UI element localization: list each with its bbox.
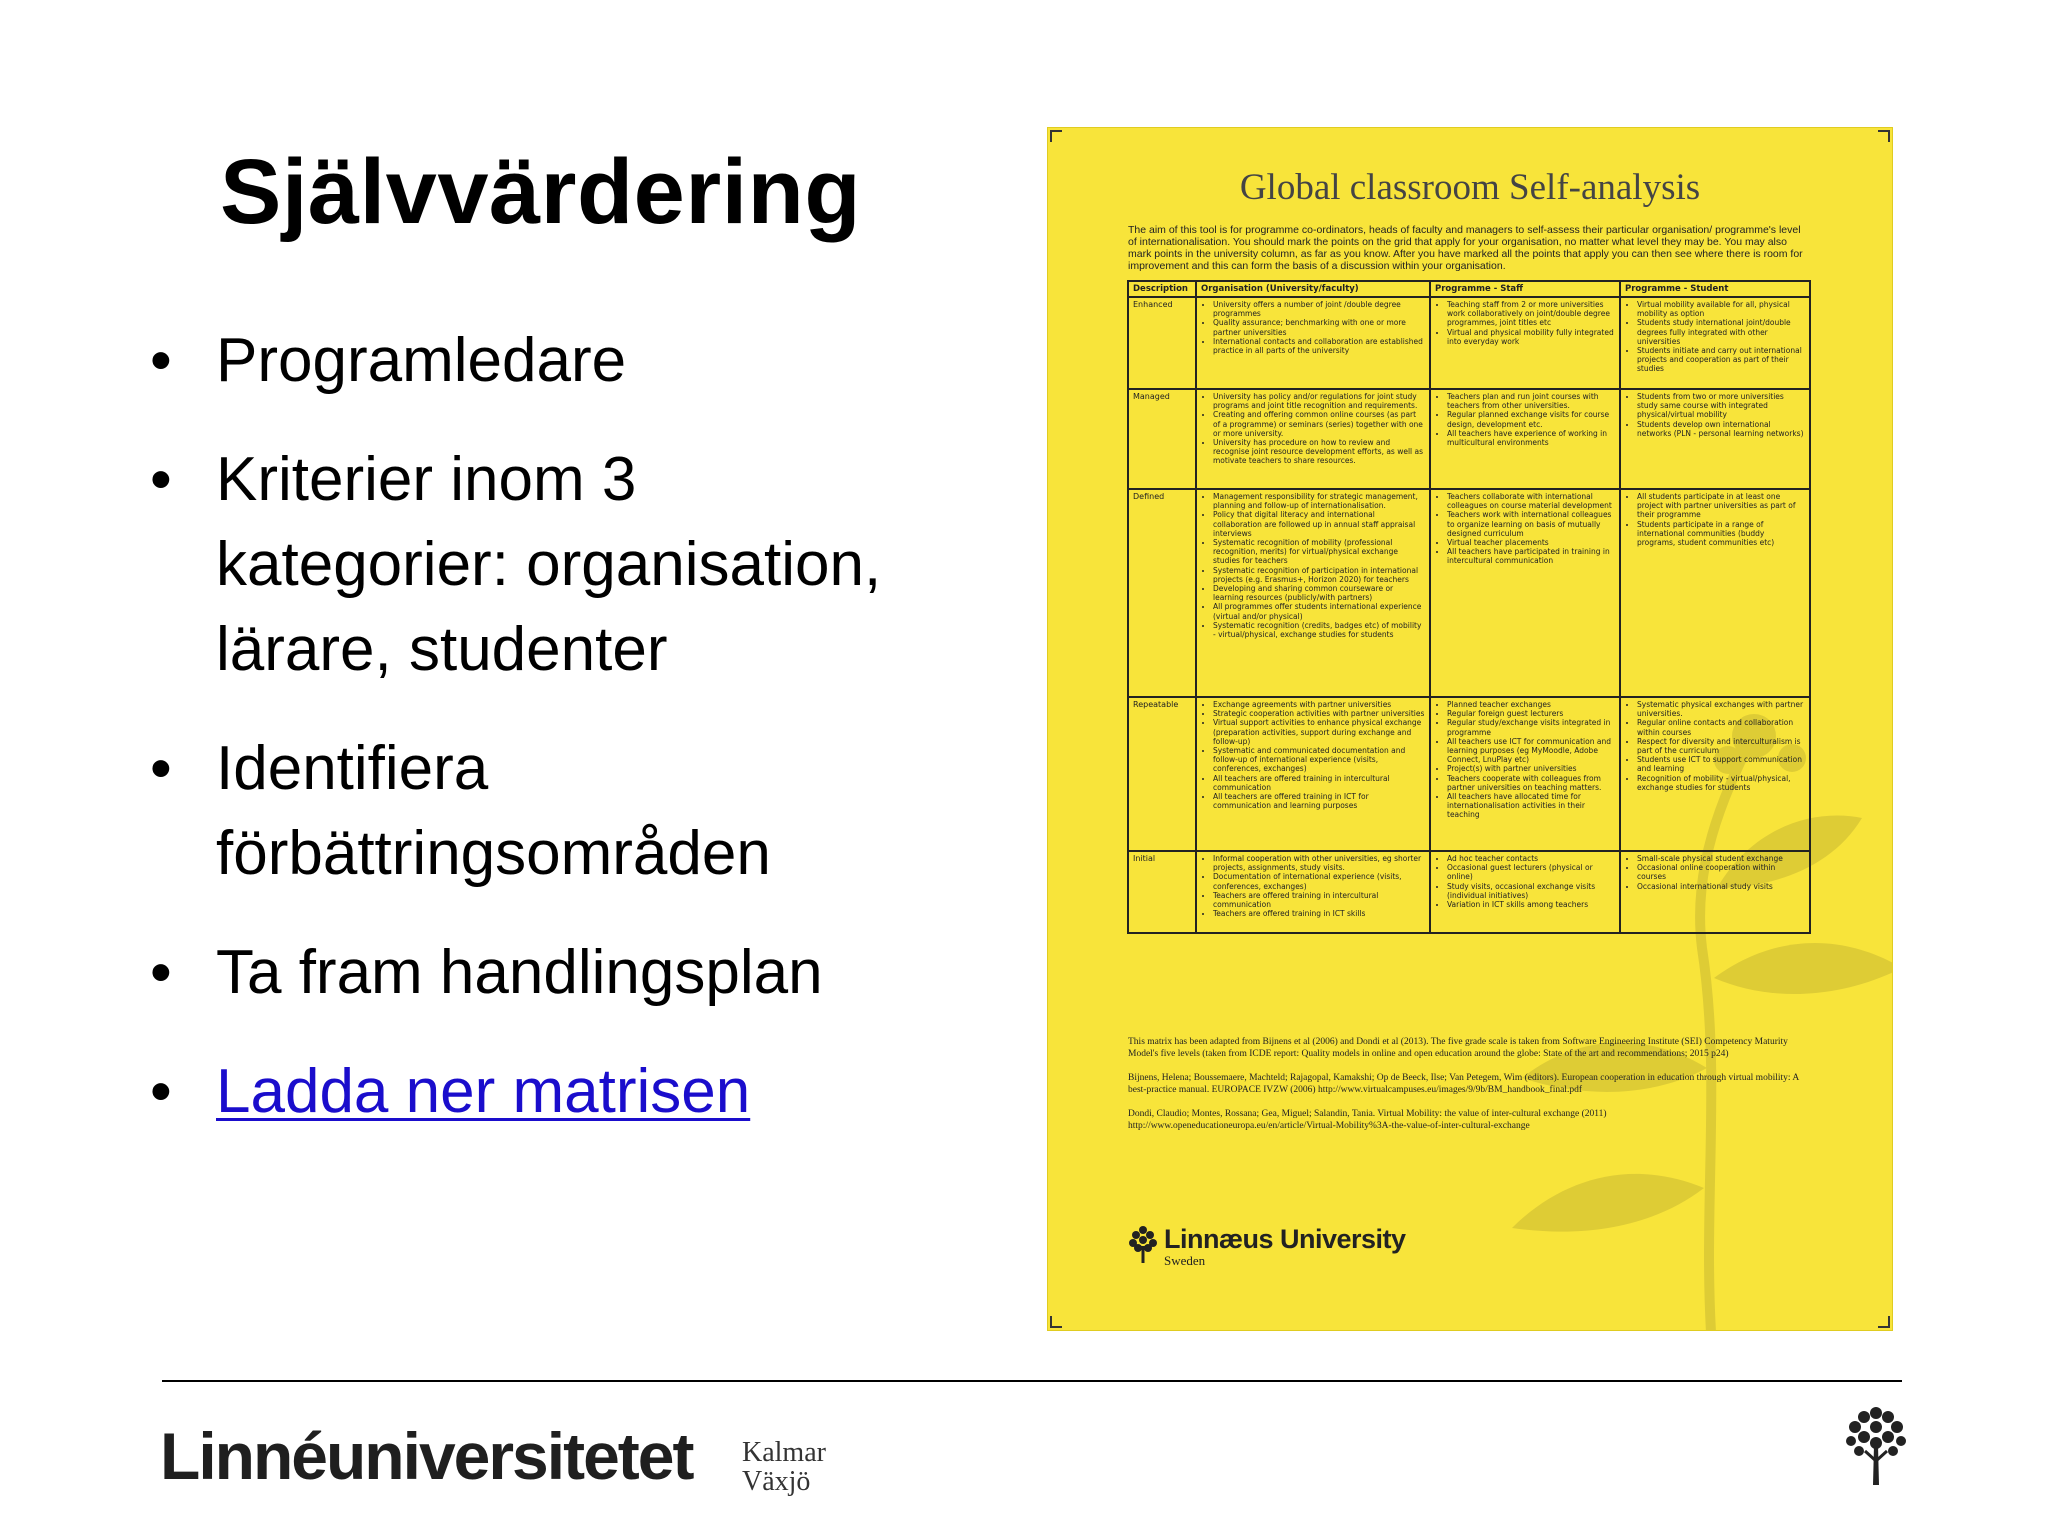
matrix-cell-organisation xyxy=(1196,297,1430,389)
matrix-criterion: • University has procedure on how to review and recognise joint resource development efforts, as well as motivate teachers to share resources. xyxy=(1213,438,1425,466)
matrix-row xyxy=(1128,389,1810,489)
footer-cities xyxy=(742,1438,826,1496)
crop-mark xyxy=(1878,130,1890,142)
matrix-criterion: • Virtual teacher placements xyxy=(1447,538,1615,547)
matrix-criterion: • Occasional online cooperation within courses xyxy=(1637,863,1805,881)
matrix-criterion: • University has policy and/or regulations for joint study programs and joint title recognition and requirements. xyxy=(1213,392,1425,410)
matrix-criterion: • Teachers cooperate with colleagues from partner universities on teaching matters. xyxy=(1447,774,1615,792)
logo-subtitle: Sweden xyxy=(1164,1253,1206,1268)
tree-logo-icon xyxy=(1845,1405,1907,1487)
matrix-criterion: • Teachers plan and run joint courses with teachers from other universities. xyxy=(1447,392,1615,410)
matrix-criterion: • Documentation of international experience (visits, conferences, exchanges) xyxy=(1213,872,1425,890)
matrix-criterion: • Students use ICT to support communication and learning xyxy=(1637,755,1805,773)
matrix-criterion: • All students participate in at least one project with partner universities as part of their programme xyxy=(1637,492,1805,520)
matrix-cell-staff xyxy=(1430,297,1620,389)
matrix-criterion: • University offers a number of joint /double degree programmes xyxy=(1213,300,1425,318)
matrix-level-cell: Initial xyxy=(1128,851,1196,933)
document-note: This matrix has been adapted from Bijnens et al (2006) and Dondi et al (2013). The five grade scale is taken from Software Engineering Institute (SEI) Competency Maturity Model's five levels (taken from ICDE report: Quality models in online and open education around the globe: State of the art and recommendations; 2015 p24) xyxy=(1128,1037,1788,1059)
bullet-item xyxy=(150,930,930,1015)
bullet-item xyxy=(150,437,930,692)
footer-brand: Linnéuniversitetet xyxy=(160,1419,693,1493)
matrix-header-organisation: Organisation (University/faculty) xyxy=(1196,281,1430,297)
tree-icon xyxy=(1128,1224,1158,1264)
matrix-criterion: • Teachers collaborate with international colleagues on course material development xyxy=(1447,492,1615,510)
slide-title: Självvärdering xyxy=(220,141,862,243)
document-note: Dondi, Claudio; Montes, Rossana; Gea, Miguel; Salandin, Tania. Virtual Mobility: the value of inter-cultural exchange (2011) http://www.openeducationeuropa.eu/en/article/Virtual-Mobility%3A-the-value-of-inter-cultural-exchange xyxy=(1128,1109,1607,1131)
matrix-row xyxy=(1128,851,1810,933)
matrix-cell-staff xyxy=(1430,697,1620,851)
matrix-criterion: • Study visits, occasional exchange visits (individual initiatives) xyxy=(1447,882,1615,900)
matrix-criterion: • International contacts and collaboration are established practice in all parts of the university xyxy=(1213,337,1425,355)
matrix-criterion: • Quality assurance; benchmarking with one or more partner universities xyxy=(1213,318,1425,336)
bullet-dot-icon: • xyxy=(150,445,172,514)
bullet-text: Identifiera förbättringsområden xyxy=(216,734,771,888)
matrix-criterion: • Planned teacher exchanges xyxy=(1447,700,1615,709)
matrix-criterion: • Exchange agreements with partner universities xyxy=(1213,700,1425,709)
matrix-level-cell: Repeatable xyxy=(1128,697,1196,851)
matrix-criterion: • Teachers are offered training in intercultural communication xyxy=(1213,891,1425,909)
matrix-criterion: • Strategic cooperation activities with partner universities xyxy=(1213,709,1425,718)
matrix-cell-organisation xyxy=(1196,697,1430,851)
matrix-header-student: Programme - Student xyxy=(1620,281,1810,297)
bullet-item xyxy=(150,726,930,896)
matrix-criterion: • Systematic recognition of participation in international projects (e.g. Erasmus+, Horizon 2020) for teachers xyxy=(1213,566,1425,584)
matrix-criterion: • Regular study/exchange visits integrated in programme xyxy=(1447,718,1615,736)
bullet-dot-icon: • xyxy=(150,734,172,803)
bullet-item xyxy=(150,318,930,403)
matrix-cell-staff xyxy=(1430,489,1620,697)
matrix-row xyxy=(1128,297,1810,389)
matrix-criterion: • Project(s) with partner universities xyxy=(1447,764,1615,773)
matrix-cell-staff xyxy=(1430,851,1620,933)
matrix-criterion: • Students from two or more universities study same course with integrated physical/virtual mobility xyxy=(1637,392,1805,420)
matrix-criterion: • All programmes offer students international experience (virtual and/or physical) xyxy=(1213,602,1425,620)
matrix-criterion: • Systematic physical exchanges with partner universities. xyxy=(1637,700,1805,718)
matrix-criterion: • Respect for diversity and interculturalism is part of the curriculum xyxy=(1637,737,1805,755)
matrix-level-cell: Managed xyxy=(1128,389,1196,489)
bullet-dot-icon: • xyxy=(150,326,172,395)
matrix-criterion: • Informal cooperation with other universities, eg shorter projects, assignments, study visits. xyxy=(1213,854,1425,872)
matrix-cell-student xyxy=(1620,389,1810,489)
bullet-item[interactable] xyxy=(150,1049,930,1134)
document-note: Bijnens, Helena; Boussemaere, Machteld; Rajagopal, Kamakshi; Op de Beeck, Ilse; Van Petegem, Wim (editors). European cooperation in education through virtual mobility: A best-practice manual. EUROPACE IVZW (2006) http://www.virtualcampuses.eu/images/9/9b/BM_handbook_final.pdf xyxy=(1128,1073,1799,1095)
matrix-criterion: • Policy that digital literacy and international collaboration are followed up in annual staff appraisal interviews xyxy=(1213,510,1425,538)
linnaeus-university-logo xyxy=(1128,1224,1406,1269)
matrix-criterion: • Virtual support activities to enhance physical exchange (preparation activities, support during exchange and follow-up) xyxy=(1213,718,1425,746)
matrix-header-row xyxy=(1128,281,1810,297)
bullet-dot-icon: • xyxy=(150,938,172,1007)
self-analysis-matrix xyxy=(1127,280,1811,934)
matrix-criterion: • Teaching staff from 2 or more universities work collaboratively on joint/double degree programmes, joint titles etc xyxy=(1447,300,1615,328)
matrix-level-cell: Enhanced xyxy=(1128,297,1196,389)
matrix-criterion: • All teachers are offered training in intercultural communication xyxy=(1213,774,1425,792)
footer-city-vaxjo: Växjö xyxy=(742,1466,811,1497)
matrix-criterion: • Ad hoc teacher contacts xyxy=(1447,854,1615,863)
matrix-criterion: • Regular online contacts and collaboration within courses xyxy=(1637,718,1805,736)
matrix-criterion: • Occasional international study visits xyxy=(1637,882,1805,891)
bullet-list xyxy=(150,318,930,1168)
matrix-row xyxy=(1128,697,1810,851)
matrix-criterion: • Students develop own international networks (PLN - personal learning networks) xyxy=(1637,420,1805,438)
matrix-criterion: • All teachers have experience of working in multicultural environments xyxy=(1447,429,1615,447)
matrix-criterion: • Recognition of mobility - virtual/physical, exchange studies for students xyxy=(1637,774,1805,792)
matrix-criterion: • Systematic recognition of mobility (professional recognition, merits) for virtual/physical exchange studies for teachers xyxy=(1213,538,1425,566)
document-notes xyxy=(1128,1036,1802,1144)
matrix-criterion: • Regular foreign guest lecturers xyxy=(1447,709,1615,718)
bullet-text: Kriterier inom 3 kategorier: organisation, lärare, studenter xyxy=(216,445,882,684)
matrix-cell-organisation xyxy=(1196,389,1430,489)
matrix-criterion: • All teachers use ICT for communication and learning purposes (eg MyMoodle, Adobe Connect, LnuPlay etc) xyxy=(1447,737,1615,765)
matrix-criterion: • All teachers have participated in training in intercultural communication xyxy=(1447,547,1615,565)
matrix-criterion: • Small-scale physical student exchange xyxy=(1637,854,1805,863)
matrix-cell-organisation xyxy=(1196,489,1430,697)
matrix-header-staff: Programme - Staff xyxy=(1430,281,1620,297)
matrix-criterion: • Developing and sharing common courseware or learning resources (publicly/with partners) xyxy=(1213,584,1425,602)
matrix-criterion: • Students study international joint/double degrees fully integrated with other universities xyxy=(1637,318,1805,346)
logo-name: Linnæus University xyxy=(1164,1224,1406,1254)
bullet-text: Ta fram handlingsplan xyxy=(216,938,823,1007)
matrix-criterion: • Occasional guest lecturers (physical or online) xyxy=(1447,863,1615,881)
bullet-text: Programledare xyxy=(216,326,627,395)
matrix-criterion: • Students initiate and carry out international projects and cooperation as part of their studies xyxy=(1637,346,1805,374)
matrix-criterion: • Management responsibility for strategic management, planning and follow-up of internationalisation. xyxy=(1213,492,1425,510)
matrix-header-description: Description xyxy=(1128,281,1196,297)
matrix-criterion: • Systematic recognition (credits, badges etc) of mobility - virtual/physical, exchange studies for students xyxy=(1213,621,1425,639)
crop-mark xyxy=(1050,1316,1062,1328)
matrix-criterion: • Creating and offering common online courses (as part of a programme) or seminars (series) together with one or more university. xyxy=(1213,410,1425,438)
matrix-criterion: • Teachers are offered training in ICT skills xyxy=(1213,909,1425,918)
matrix-cell-student xyxy=(1620,489,1810,697)
matrix-criterion: • Systematic and communicated documentation and follow-up of international experience (visits, conferences, exchanges) xyxy=(1213,746,1425,774)
matrix-criterion: • Students participate in a range of international communities (buddy programs, student communities etc) xyxy=(1637,520,1805,548)
matrix-cell-organisation xyxy=(1196,851,1430,933)
download-matrix-link[interactable]: Ladda ner matrisen xyxy=(216,1057,751,1126)
matrix-criterion: • All teachers have allocated time for internationalisation activities in their teaching xyxy=(1447,792,1615,820)
matrix-cell-student xyxy=(1620,297,1810,389)
footer-city-kalmar: Kalmar xyxy=(742,1437,826,1468)
matrix-level-cell: Defined xyxy=(1128,489,1196,697)
matrix-criterion: • Variation in ICT skills among teachers xyxy=(1447,900,1615,909)
matrix-document-preview xyxy=(1048,128,1892,1330)
matrix-criterion: • Regular planned exchange visits for course design, development etc. xyxy=(1447,410,1615,428)
matrix-cell-student xyxy=(1620,697,1810,851)
matrix-row xyxy=(1128,489,1810,697)
matrix-cell-staff xyxy=(1430,389,1620,489)
document-intro: The aim of this tool is for programme co-ordinators, heads of faculty and managers to self-assess their particular organisation/ programme's level of internationalisation. You should mark the points on the grid that apply for your organisation, no matter what level they may be. You may also mark points in the university column, as far as you know. After you have marked all the points that apply you can then see where there is room for improvement and this can form the basis of a discussion within your organisation. xyxy=(1128,224,1803,272)
matrix-criterion: • All teachers are offered training in ICT for communication and learning purposes xyxy=(1213,792,1425,810)
matrix-criterion: • Teachers work with international colleagues to organize learning on basis of mutually designed curriculum xyxy=(1447,510,1615,538)
crop-mark xyxy=(1050,130,1062,142)
matrix-cell-student xyxy=(1620,851,1810,933)
bullet-dot-icon: • xyxy=(150,1057,172,1126)
document-title: Global classroom Self-analysis xyxy=(1239,167,1701,208)
matrix-criterion: • Virtual and physical mobility fully integrated into everyday work xyxy=(1447,328,1615,346)
footer-divider xyxy=(162,1380,1902,1382)
matrix-criterion: • Virtual mobility available for all, physical mobility as option xyxy=(1637,300,1805,318)
